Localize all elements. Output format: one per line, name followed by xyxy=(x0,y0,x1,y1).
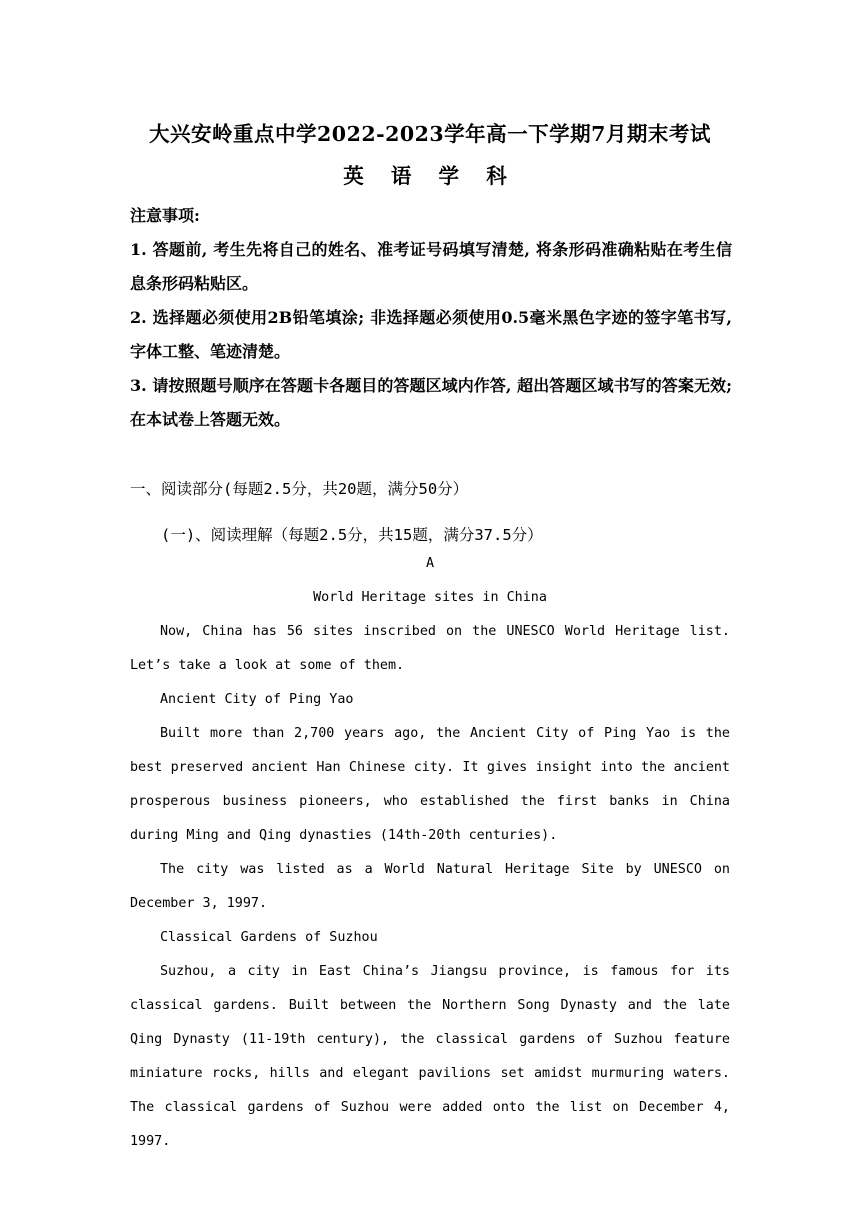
notice-item: 1. 答题前, 考生先将自己的姓名、准考证号码填写清楚, 将条形码准确粘贴在考生信息条形码粘贴区。 xyxy=(130,240,732,293)
passage-paragraph: Suzhou, a city in East China’s Jiangsu province, is famous for its classical gardens. Built between the Northern Song Dynasty and the late Qing Dynasty (11-19th century), the classical gardens of Suzhou feature miniature rocks, hills and elegant pavilions set amidst murmuring waters. The classical gardens of Suzhou were added onto the list on December 4, 1997. xyxy=(130,964,730,1149)
notice-item: 2. 选择题必须使用2B铅笔填涂; 非选择题必须使用0.5毫米黑色字迹的签字笔书写, 字体工整、笔迹清楚。 xyxy=(130,308,732,361)
site-heading: Ancient City of Ping Yao xyxy=(160,692,354,707)
subject-title: 英 语 学 科 xyxy=(343,164,517,188)
passage xyxy=(130,547,730,1159)
notice-item: 3. 请按照题号顺序在答题卡各题目的答题区域内作答, 超出答题区域书写的答案无效; 在本试卷上答题无效。 xyxy=(130,376,732,429)
passage-title: World Heritage sites in China xyxy=(313,590,547,605)
notice-list xyxy=(130,233,732,437)
passage-intro: Now, China has 56 sites inscribed on the UNESCO World Heritage list. Let’s take a look at some of them. xyxy=(130,624,730,673)
exam-title: 大兴安岭重点中学2022-2023学年高一下学期7月期末考试 xyxy=(149,122,711,146)
section-heading-reading: 一、阅读部分(每题2.5分，共20题，满分50分） xyxy=(130,480,469,498)
passage-paragraph: The city was listed as a World Natural Heritage Site by UNESCO on December 3, 1997. xyxy=(130,862,730,911)
passage-label: A xyxy=(425,556,435,571)
notice-heading: 注意事项: xyxy=(130,206,200,225)
passage-paragraph: Built more than 2,700 years ago, the Ancient City of Ping Yao is the best preserved ancient Han Chinese city. It gives insight into the ancient prosperous business pioneers, who established the first banks in China during Ming and Qing dynasties (14th-20th centuries). xyxy=(130,726,730,843)
site-heading: Classical Gardens of Suzhou xyxy=(160,930,378,945)
section-heading-comprehension: (一)、阅读理解（每题2.5分，共15题，满分37.5分） xyxy=(161,526,543,544)
